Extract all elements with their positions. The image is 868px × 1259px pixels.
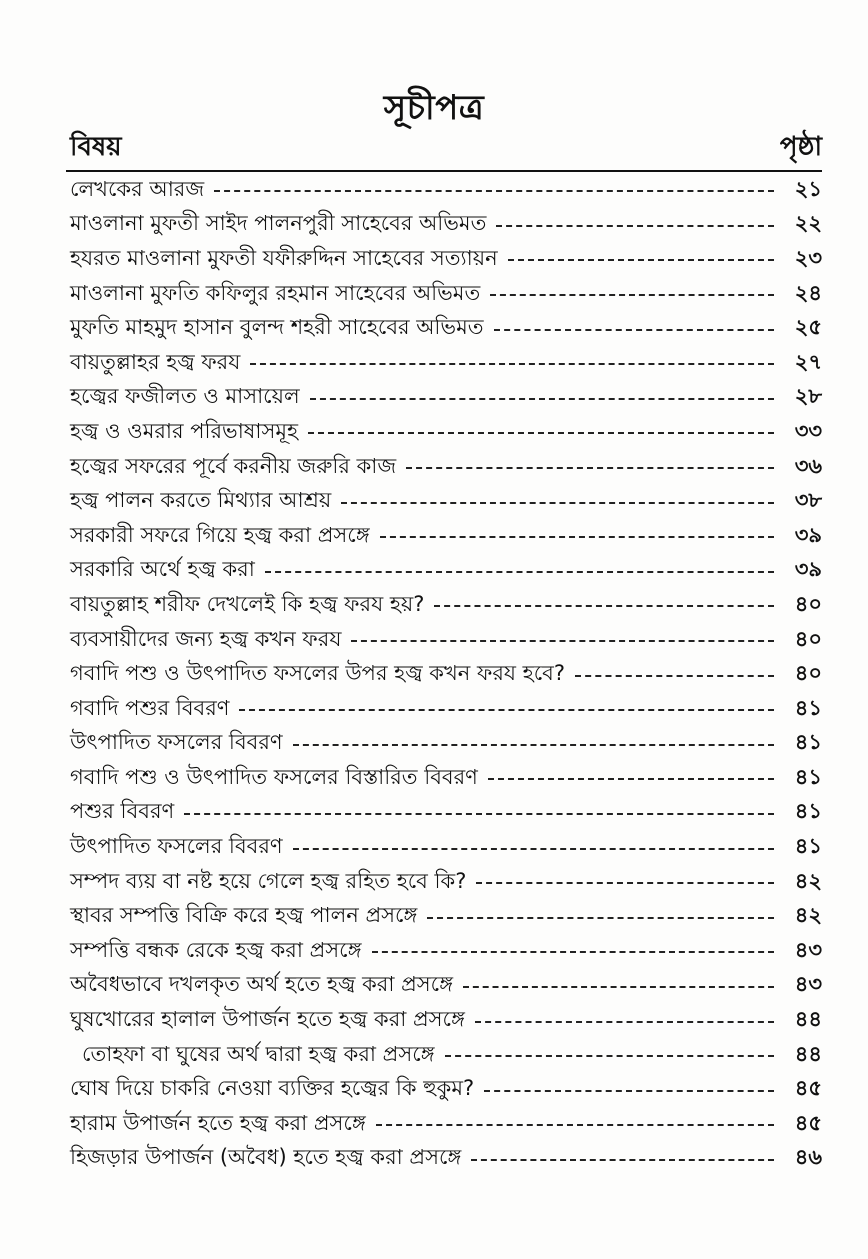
toc-entry-page: ৩৯ (794, 522, 822, 547)
toc-entry (70, 172, 822, 207)
toc-entry-title: ব্যবসায়ীদের জন্য হজ্ব কখন ফরয (70, 626, 342, 651)
toc-entry-title: উৎপাদিত ফসলের বিবরণ (70, 730, 283, 755)
dot-leader (310, 398, 774, 400)
toc-entry-page: ৪০ (794, 626, 822, 651)
toc-entry (70, 553, 822, 588)
toc-entry-title: হজ্ব ও ওমরার পরিভাষাসমূহ (70, 418, 299, 443)
toc-entry-page: ৩৮ (794, 488, 822, 513)
toc-entry-title: হযরত মাওলানা মুফতী যফীরুদ্দিন সাহেবের সত্যায়ন (70, 245, 498, 270)
toc-entry-page: ৪১ (794, 799, 822, 824)
toc-entry (70, 380, 822, 415)
dot-leader (490, 294, 774, 296)
toc-entry-title: বায়তুল্লাহর হজ্ব ফরয (70, 349, 241, 374)
toc-entry (70, 587, 822, 622)
toc-entry (70, 726, 822, 761)
toc-entry-title: গবাদি পশু ও উৎপাদিত ফসলের বিস্তারিত বিবরণ (70, 764, 478, 789)
table-of-contents (70, 172, 822, 1175)
dot-leader (494, 329, 775, 331)
dot-leader (308, 432, 774, 434)
toc-entry-page: ৪২ (794, 903, 822, 928)
dot-leader (434, 605, 774, 607)
toc-entry-title: পশুর বিবরণ (70, 799, 175, 824)
toc-entry-title: সম্পত্তি বন্ধক রেকে হজ্ব করা প্রসঙ্গে (70, 937, 362, 962)
toc-entry-title: তোহফা বা ঘুষের অর্থ দ্বারা হজ্ব করা প্রসঙ্গে (82, 1041, 435, 1066)
toc-entry-page: ৪৩ (794, 937, 822, 962)
dot-leader (475, 1021, 774, 1023)
dot-leader (380, 536, 774, 538)
toc-entry-title: বায়তুল্লাহ শরীফ দেখলেই কি হজ্ব ফরয হয়? (70, 591, 425, 616)
toc-entry-page: ৪৫ (794, 1076, 822, 1101)
toc-entry-title: সম্পদ ব্যয় বা নষ্ট হয়ে গেলে হজ্ব রহিত হবে কি? (70, 868, 467, 893)
toc-entry-page: ৪২ (794, 868, 822, 893)
dot-leader (427, 917, 774, 919)
toc-entry-title: অবৈধভাবে দখলকৃত অর্থ হতে হজ্ব করা প্রসঙ্গে (70, 972, 454, 997)
toc-entry (70, 1037, 822, 1072)
toc-entry-page: ৪৪ (794, 1041, 822, 1066)
toc-entry-page: ২৮ (794, 384, 822, 409)
toc-entry-page: ৩৬ (794, 453, 822, 478)
toc-entry (70, 276, 822, 311)
toc-entry (70, 414, 822, 449)
toc-entry-page: ৪১ (794, 695, 822, 720)
toc-entry (70, 968, 822, 1003)
toc-entry (70, 691, 822, 726)
dot-leader (496, 225, 774, 227)
toc-entry (70, 1106, 822, 1141)
toc-entry (70, 1141, 822, 1176)
toc-entry (70, 449, 822, 484)
toc-entry (70, 310, 822, 345)
dot-leader (376, 1124, 774, 1126)
toc-entry-title: মাওলানা মুফতি কফিলুর রহমান সাহেবের অভিমত (70, 280, 481, 305)
toc-entry-title: গবাদি পশু ও উৎপাদিত ফসলের উপর হজ্ব কখন ফরয হবে? (70, 661, 565, 686)
toc-entry-title: লেখকের আরজ (70, 176, 205, 201)
dot-leader (476, 882, 774, 884)
toc-entry-page: ৩৯ (794, 557, 822, 582)
page-column-heading: পৃষ্ঠা (779, 132, 822, 162)
toc-entry-page: ৪৩ (794, 972, 822, 997)
toc-entry (70, 622, 822, 657)
dot-leader (372, 951, 774, 953)
toc-entry-page: ৪৬ (794, 1145, 822, 1170)
toc-entry (70, 829, 822, 864)
dot-leader (445, 1055, 774, 1057)
toc-entry-title: হজ্ব পালন করতে মিথ্যার আশ্রয় (70, 488, 332, 513)
toc-entry (70, 1002, 822, 1037)
dot-leader (293, 744, 774, 746)
toc-entry-page: ৪১ (794, 834, 822, 859)
dot-leader (184, 813, 774, 815)
dot-leader (406, 467, 774, 469)
dot-leader (265, 571, 774, 573)
toc-entry-page: ২২ (794, 211, 822, 236)
dot-leader (351, 640, 774, 642)
toc-entry-page: ২৪ (794, 280, 822, 305)
toc-entry-title: স্থাবর সম্পত্তি বিক্রি করে হজ্ব পালন প্রসঙ্গে (70, 903, 418, 928)
dot-leader (488, 778, 774, 780)
dot-leader (575, 675, 774, 677)
toc-entry-title: হজ্বের সফরের পূর্বে করনীয় জরুরি কাজ (70, 453, 397, 478)
page-title: সূচীপত্র (383, 88, 485, 128)
toc-entry-title: হজ্বের ফজীলত ও মাসায়েল (70, 384, 300, 409)
dot-leader (484, 1090, 774, 1092)
toc-entry-page: ২৩ (794, 245, 822, 270)
toc-entry-page: ২৭ (794, 349, 822, 374)
toc-entry-title: গবাদি পশুর বিবরণ (70, 695, 230, 720)
toc-entry-title: ঘুষখোরের হালাল উপার্জন হতে হজ্ব করা প্রসঙ্গে (70, 1007, 465, 1032)
dot-leader (471, 1159, 774, 1161)
toc-entry-title: সরকারী সফরে গিয়ে হজ্ব করা প্রসঙ্গে (70, 522, 370, 547)
toc-entry-page: ৪১ (794, 730, 822, 755)
toc-entry (70, 760, 822, 795)
dot-leader (250, 363, 774, 365)
toc-entry (70, 898, 822, 933)
toc-entry-page: ৪০ (794, 591, 822, 616)
toc-entry-title: উৎপাদিত ফসলের বিবরণ (70, 834, 283, 859)
toc-entry (70, 864, 822, 899)
toc-entry-page: ৩৩ (794, 418, 822, 443)
toc-entry-page: ৪৫ (794, 1110, 822, 1135)
toc-entry (70, 483, 822, 518)
toc-entry-page: ৪১ (794, 764, 822, 789)
toc-entry (70, 656, 822, 691)
toc-entry-title: ঘোষ দিয়ে চাকরি নেওয়া ব্যক্তির হজ্বের কি হুকুম? (70, 1076, 475, 1101)
toc-entry (70, 241, 822, 276)
toc-header (70, 134, 822, 170)
toc-entry-page: ২১ (794, 176, 822, 201)
toc-entry (70, 518, 822, 553)
dot-leader (239, 709, 774, 711)
toc-entry (70, 795, 822, 830)
toc-entry-title: সরকারি অর্থে হজ্ব করা (70, 557, 255, 582)
toc-entry-page: ২৫ (794, 315, 822, 340)
toc-entry (70, 933, 822, 968)
dot-leader (214, 190, 774, 192)
toc-entry (70, 345, 822, 380)
toc-entry-page: ৪০ (794, 661, 822, 686)
toc-entry (70, 1071, 822, 1106)
subject-column-heading: বিষয় (70, 132, 122, 162)
toc-entry-page: ৪৪ (794, 1007, 822, 1032)
toc-entry-title: মাওলানা মুফতী সাইদ পালনপুরী সাহেবের অভিমত (70, 211, 487, 236)
dot-leader (293, 848, 774, 850)
dot-leader (463, 986, 774, 988)
dot-leader (341, 502, 774, 504)
dot-leader (508, 259, 774, 261)
toc-entry-title: হারাম উপার্জন হতে হজ্ব করা প্রসঙ্গে (70, 1110, 366, 1135)
toc-entry-title: হিজড়ার উপার্জন (অবৈধ) হতে হজ্ব করা প্রসঙ্গে (70, 1145, 462, 1170)
toc-entry-title: মুফতি মাহমুদ হাসান বুলন্দ শহরী সাহেবের অভিমত (70, 315, 484, 340)
toc-entry (70, 207, 822, 242)
